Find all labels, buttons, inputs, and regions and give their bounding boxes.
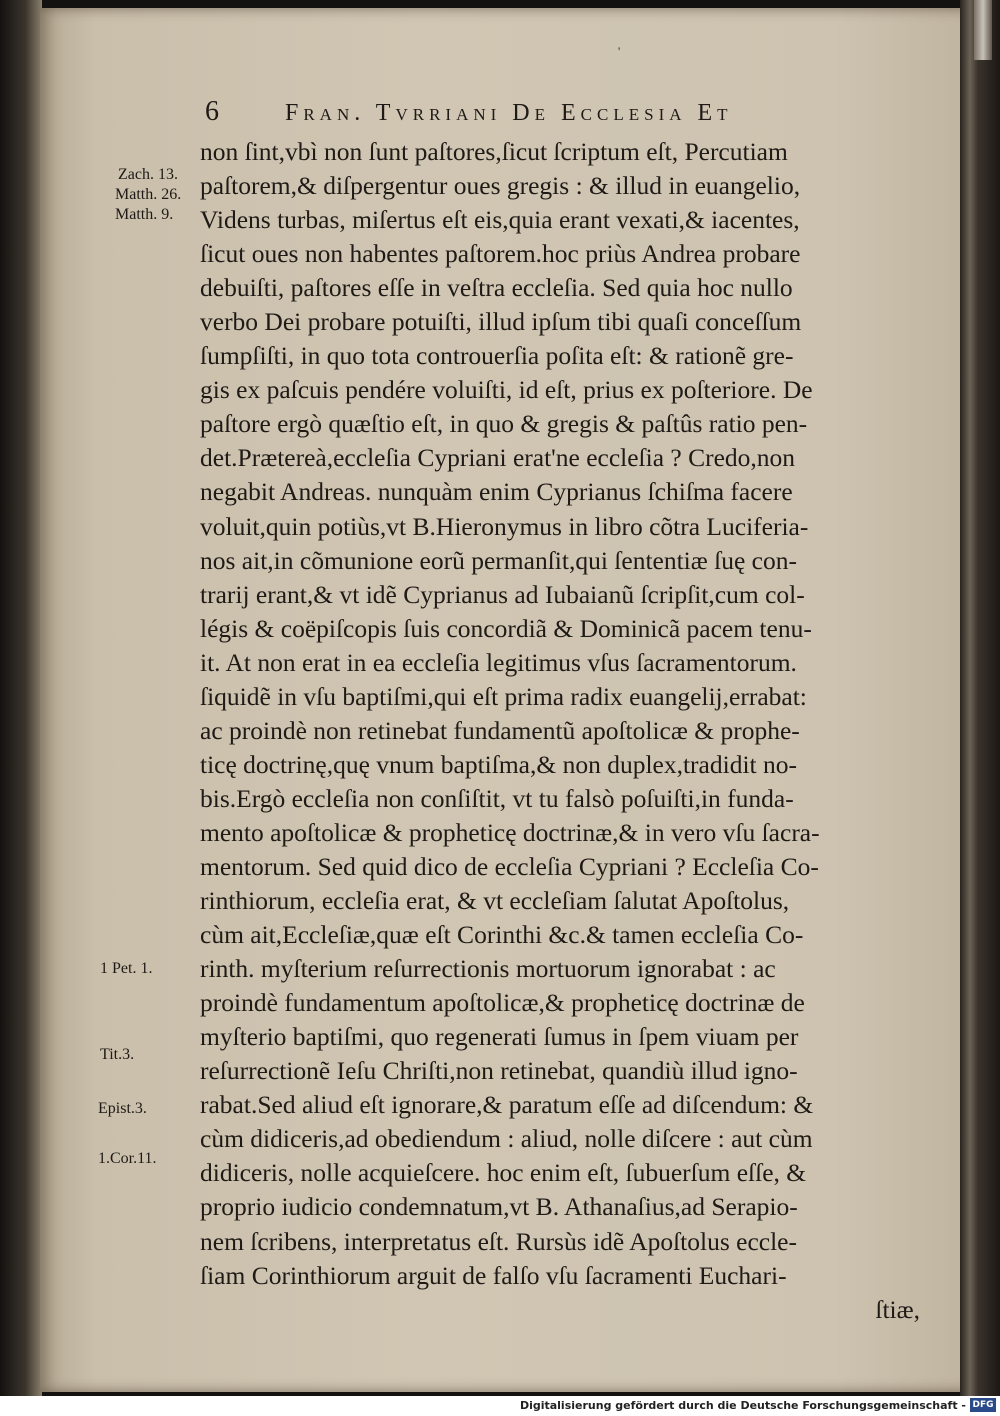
text-line: nem ſcribens, interpretatus eſt. Rursùs idẽ Apoſtolus eccle-	[200, 1226, 797, 1256]
marginal-note: Matth. 26.	[115, 186, 182, 203]
text-line: it. At non erat in ea eccleſia legitimus vſus ſacramentorum.	[200, 647, 797, 677]
text-line: rinth. myſterium reſurrectionis mortuorum ignorabat : ac	[200, 954, 776, 984]
text-line: voluit,quin potiùs,vt B.Hieronymus in libro cõtra Luciferia-	[200, 511, 809, 541]
text-line: mentorum. Sed quid dico de eccleſia Cypriani ? Eccleſia Co-	[200, 851, 819, 881]
text-line: rinthiorum, eccleſia erat, & vt eccleſiam ſalutat Apoſtolus,	[200, 886, 790, 916]
text-line: trarij erant,& vt idẽ Cyprianus ad Iubaianũ ſcripſit,cum col-	[200, 579, 805, 609]
marginal-note: 1 Pet. 1.	[100, 960, 153, 977]
text-line: mento apoſtolicæ & propheticę doctrinæ,& in vero vſu ſacra-	[200, 817, 820, 847]
text-line: gis ex paſcuis pendére voluiſti, id eſt, prius ex poſteriore. De	[200, 375, 813, 405]
text-line: ſiam Corinthiorum arguit de falſo vſu ſacramenti Euchari-	[200, 1260, 787, 1290]
text-line: cùm ait,Eccleſiæ,quæ eſt Corinthi &c.& tamen eccleſia Co-	[200, 920, 804, 950]
text-line: Videns turbas, miſertus eſt eis,quia erant vexati,& iacentes,	[200, 205, 800, 235]
book-gutter	[0, 0, 42, 1396]
text-line: nos ait,in cõmunione eorũ permanſit,qui ſententiæ ſuę con-	[200, 545, 797, 575]
bookmark-ribbon	[974, 0, 992, 60]
text-line: ticę doctrinę,quę vnum baptiſma,& non duplex,tradidit no-	[200, 749, 797, 779]
funding-credit: Digitalisierung gefördert durch die Deutsche Forschungsgemeinschaft -	[519, 1399, 966, 1412]
text-line: det.Prætereà,eccleſia Cypriani erat'ne eccleſia ? Credo,non	[200, 443, 796, 473]
marginal-note: Matth. 9.	[115, 206, 174, 223]
text-line: proindè fundamentum apoſtolicæ,& propheticę doctrinæ de	[200, 988, 805, 1018]
text-line: paſtorem,& diſpergentur oues gregis : & illud in euangelio,	[200, 171, 801, 201]
text-line: proprio iudicio condemnatum,vt B. Athanaſius,ad Serapio-	[200, 1192, 798, 1222]
text-line: myſterio baptiſmi, quo regenerati ſumus in ſpem viuam per	[200, 1022, 799, 1052]
running-title: Fran. Tvrriani De Ecclesia Et	[285, 100, 733, 126]
text-line: reſurrectionẽ Ieſu Chriſti,non retinebat, quandiù illud igno-	[200, 1056, 798, 1086]
running-head	[205, 96, 885, 136]
body-text	[200, 135, 950, 1327]
text-line: ſumpſiſti, in quo tota controuerſia poſita eſt: & rationẽ gre-	[200, 341, 794, 371]
text-line: légis & coëpiſcopis ſuis concordiã & Dominicã pacem tenu-	[200, 613, 812, 643]
text-line: cùm didiceris,ad obediendum : aliud, nolle diſcere : aut cùm	[200, 1124, 813, 1154]
marginal-note: 1.Cor.11.	[98, 1150, 157, 1167]
text-line: non ſint,vbì non ſunt paſtores,ſicut ſcriptum eſt, Percutiam	[200, 137, 788, 166]
ink-speck: '	[618, 44, 621, 58]
text-line: paſtore ergò quæſtio eſt, in quo & gregis & paſtûs ratio pen-	[200, 409, 808, 439]
marginal-note: Epist.3.	[98, 1100, 147, 1117]
marginal-note: Tit.3.	[100, 1046, 135, 1063]
text-line: debuiſti, paſtores eſſe in veſtra eccleſia. Sed quia hoc nullo	[200, 273, 793, 303]
page-fore-edge	[960, 0, 1000, 1396]
text-line: verbo Dei probare potuiſti, illud ipſum tibi quaſi conceſſum	[200, 307, 802, 337]
page-number: 6	[205, 96, 219, 127]
text-line: rabat.Sed aliud eſt ignorare,& paratum eſſe ad diſcendum: &	[200, 1090, 814, 1120]
dfg-logo-icon: DFG	[970, 1398, 996, 1412]
text-line: bis.Ergò eccleſia non conſiſtit, vt tu falsò poſuiſti,in funda-	[200, 783, 794, 813]
text-line: ſicut oues non habentes paſtorem.hoc priùs Andrea probare	[200, 239, 801, 269]
text-line: didiceris, nolle acquieſcere. hoc enim eſt, ſubuerſum eſſe, &	[200, 1158, 807, 1188]
text-line: negabit Andreas. nunquàm enim Cyprianus ſchiſma facere	[200, 477, 793, 507]
marginal-note: Zach. 13.	[118, 166, 178, 183]
text-line: ſiquidẽ in vſu baptiſmi,qui eſt prima radix euangelij,errabat:	[200, 681, 807, 711]
text-line: ac proindè non retinebat fundamentũ apoſtolicæ & prophe-	[200, 715, 800, 745]
digitization-footer	[0, 1396, 1000, 1416]
catchword-line: ſtiæ,	[875, 1294, 920, 1324]
